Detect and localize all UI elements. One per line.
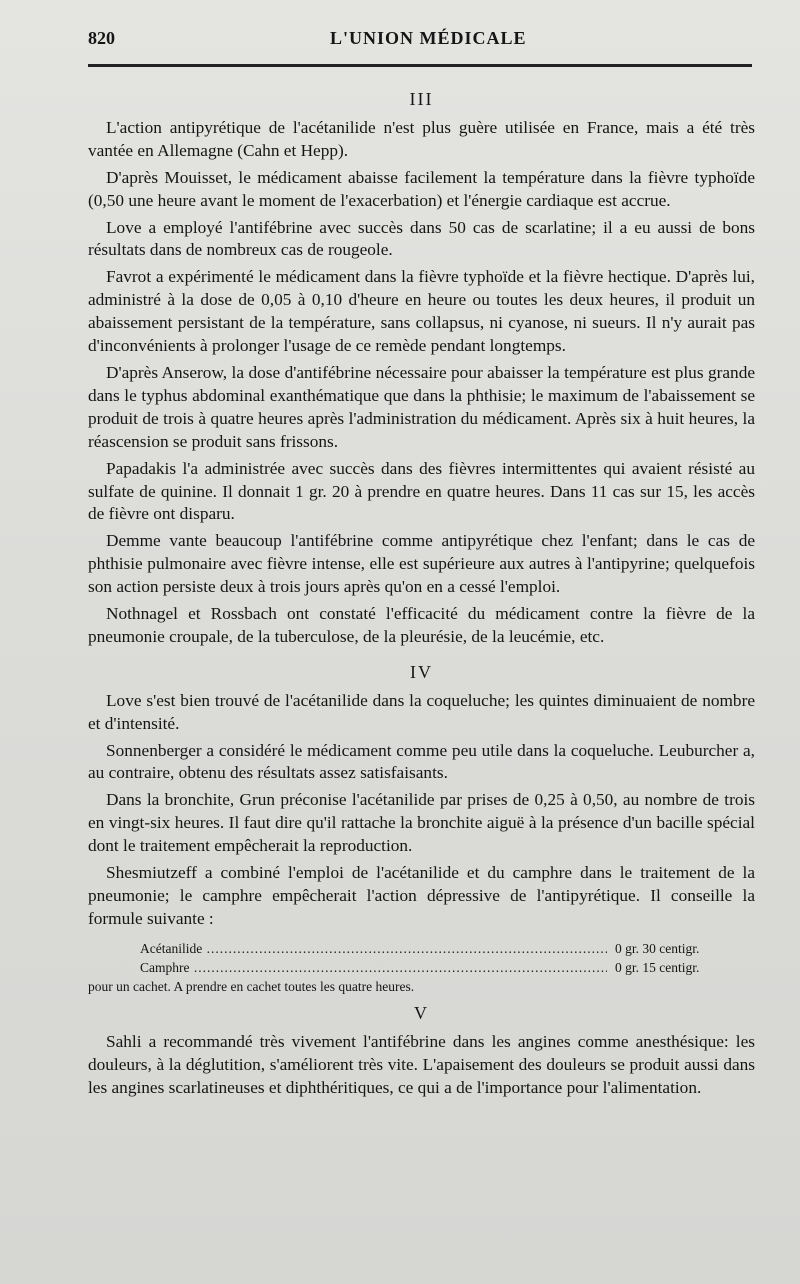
paragraph: Papadakis l'a administrée avec succès dans des fièvres intermittentes qui avaient résisté au sulfate de quinine. Il donnait 1 gr. 20 à prendre en quatre heures. Dans 11 cas sur 15, les accès de fièvre ont disparu.: [88, 458, 755, 524]
article-body: [88, 86, 755, 1103]
section-heading-v: V: [414, 1002, 429, 1023]
paragraph: D'après Mouisset, le médicament abaisse facilement la température dans la fièvre typhoïde (0,50 une heure avant le moment de l'exacerbation) et l'énergie cardiaque est accrue.: [88, 167, 755, 210]
paragraph: Sahli a recommandé très vivement l'antifébrine dans les angines comme anesthésique: les douleurs, à la déglutition, s'améliorent très vite. L'apaisement des douleurs se produit aussi dans les angines scarlatineuses et diphthéritiques, ce qui a de l'importance pour l'alimentation.: [88, 1031, 755, 1097]
formula-note: pour un cachet. A prendre en cachet toutes les quatre heures.: [88, 978, 415, 994]
paragraph: Nothnagel et Rossbach ont constaté l'efficacité du médicament contre la fièvre de la pneumonie croupale, de la tuberculose, de la pleurésie, de la leucémie, etc.: [88, 604, 755, 646]
prescription-formula: [88, 939, 755, 996]
page-number: 820: [88, 28, 115, 48]
section-heading-iii: III: [409, 89, 434, 109]
paragraph: Demme vante beaucoup l'antifébrine comme antipyrétique chez l'enfant; dans le cas de phthisie pulmonaire avec fièvre intense, elle est supérieure aux autres à l'antipyrine; quelquefois son action persiste deux à trois jours après qu'on en a cessé l'emploi.: [88, 531, 755, 597]
paragraph: Shesmiutzeff a combiné l'emploi de l'acétanilide et du camphre dans le traitement de la pneumonie; le camphre empêcherait l'action dépressive de l'antipyrétique. Il conseille la formule suivante :: [88, 863, 755, 928]
formula-row: [88, 958, 755, 977]
paragraph: Dans la bronchite, Grun préconise l'acétanilide par prises de 0,25 à 0,50, au nombre de trois en vingt-six heures. Il faut dire qu'il rattache la bronchite aiguë à la présence d'un bacille spécial dont le traitement empêcherait la reproduction.: [88, 790, 755, 856]
paragraph: Love s'est bien trouvé de l'acétanilide dans la coqueluche; les quintes diminuaient de nombre et d'intensité.: [88, 690, 755, 733]
formula-dose: 0 gr. 15 centigr.: [615, 959, 700, 975]
paragraph: Love a employé l'antifébrine avec succès dans 50 cas de scarlatine; il a eu aussi de bons résultats dans de nombreux cas de rougeole.: [88, 217, 755, 260]
paragraph: Sonnenberger a considéré le médicament comme peu utile dans la coqueluche. Leuburcher a, au contraire, obtenu des résultats assez satisfaisants.: [88, 740, 755, 783]
page-header: [88, 28, 760, 52]
formula-dose: 0 gr. 30 centigr.: [615, 940, 700, 956]
section-heading-iv: IV: [410, 661, 433, 682]
paragraph: Favrot a expérimenté le médicament dans la fièvre typhoïde et la fièvre hectique. D'après lui, administré à la dose de 0,05 à 0,10 d'heure en heure ou toutes les deux heures, il produit un abaissement persistant de la température, sans collapsus, ni cyanose, ni sueurs. Il n'y aurait pas d'inconvénients à prolonger l'usage de ce remède pendant longtemps.: [88, 267, 755, 356]
formula-row: [88, 939, 755, 958]
paragraph: L'action antipyrétique de l'acétanilide n'est plus guère utilisée en France, mais a été très vantée en Allemagne (Cahn et Hepp).: [88, 117, 755, 160]
journal-title: L'UNION MÉDICALE: [330, 28, 527, 48]
formula-ingredient: Camphre .....: [140, 958, 607, 977]
formula-ingredient: Acétanilide .....: [140, 939, 607, 958]
header-rule: [88, 64, 752, 67]
paragraph: D'après Anserow, la dose d'antifébrine nécessaire pour abaisser la température est plus grande dans le typhus abdominal exanthématique que dans la phthisie; le maximum de l'abaissement se produit de trois à quatre heures après l'administration du médicament. Après six à huit heures, la réascension se produit sans frissons.: [88, 362, 755, 451]
